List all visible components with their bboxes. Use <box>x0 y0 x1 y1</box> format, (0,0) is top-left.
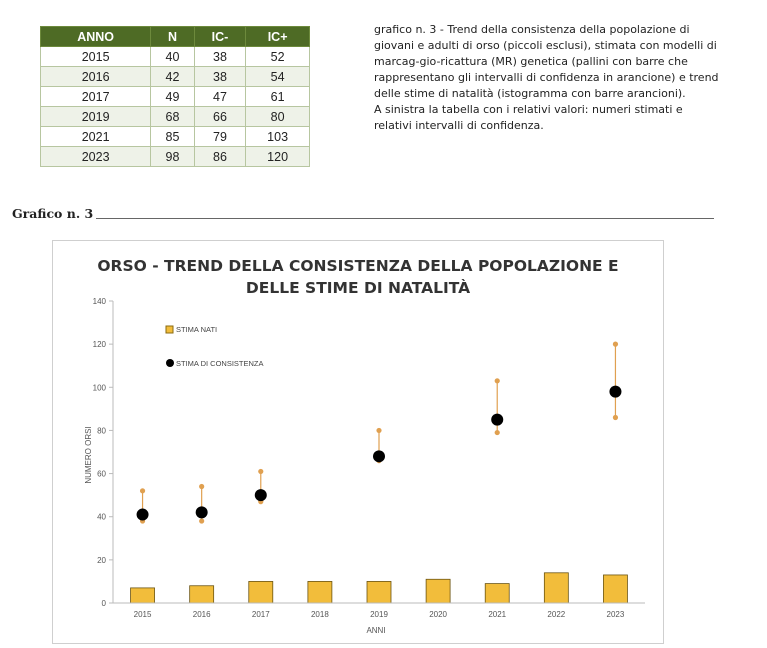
table-cell: 42 <box>151 67 194 87</box>
bar <box>190 586 214 603</box>
data-point <box>137 509 149 521</box>
table-cell: 2016 <box>41 67 151 87</box>
error-bar-lower-cap <box>199 518 204 523</box>
table-row <box>41 107 310 127</box>
table-cell: 103 <box>246 127 310 147</box>
x-tick-label: 2017 <box>251 610 270 619</box>
y-axis-label: NUMERO ORSI <box>84 426 93 484</box>
y-tick-label: 80 <box>97 426 106 436</box>
legend-swatch-population <box>166 359 174 367</box>
bar <box>544 573 568 603</box>
table-cell: 2017 <box>41 87 151 107</box>
y-tick-label: 120 <box>92 340 106 350</box>
table-row <box>41 127 310 147</box>
chart-legend <box>166 325 264 368</box>
error-bar-upper-cap <box>495 378 500 383</box>
error-bar-upper-cap <box>199 484 204 489</box>
data-table <box>40 26 310 167</box>
table-cell: 66 <box>194 107 246 127</box>
x-tick-label: 2020 <box>429 610 448 619</box>
x-tick-label: 2019 <box>370 610 388 619</box>
error-bar-upper-cap <box>140 488 145 493</box>
x-tick-label: 2021 <box>488 610 507 619</box>
data-point <box>491 414 503 426</box>
x-tick-label: 2023 <box>606 610 625 619</box>
table-cell: 2021 <box>41 127 151 147</box>
chart-title-line-1: ORSO - TREND DELLA CONSISTENZA DELLA POPOLAZIONE E <box>97 257 619 275</box>
legend-label-population: STIMA DI CONSISTENZA <box>176 359 264 368</box>
y-tick-label: 140 <box>92 297 106 306</box>
table-row <box>41 47 310 67</box>
table-cell: 79 <box>194 127 246 147</box>
chart-title-line-2: DELLE STIME DI NATALITÀ <box>245 279 471 297</box>
table-cell: 120 <box>246 147 310 167</box>
bar <box>249 581 273 603</box>
table-cell: 2023 <box>41 147 151 167</box>
birth-estimate-bars <box>131 573 628 603</box>
table-header-row <box>41 27 310 47</box>
caption-text: grafico n. 3 - Trend della consistenza della popolazione di giovani e adulti di orso (piccoli esclusi), stimata con modelli di marcag-gio-ricattura (MR) genetica (pallini con barre che rappresentano gli intervalli di confidenza in arancione) e trend delle stime di natalità (istogramma con barre arancioni). <box>374 23 719 100</box>
table-cell: 38 <box>194 67 246 87</box>
x-tick-label: 2016 <box>192 610 211 619</box>
table-cell: 2015 <box>41 47 151 67</box>
data-point <box>609 386 621 398</box>
data-point <box>255 489 267 501</box>
table-cell: 38 <box>194 47 246 67</box>
x-tick-label: 2018 <box>310 610 329 619</box>
table-cell: 47 <box>194 87 246 107</box>
y-tick-label: 100 <box>92 383 106 393</box>
bar <box>485 584 509 603</box>
figure-caption <box>374 22 719 134</box>
population-estimate-points <box>137 386 622 521</box>
table-row <box>41 67 310 87</box>
chart-frame <box>52 240 664 644</box>
column-header: IC+ <box>246 27 310 47</box>
table-cell: 61 <box>246 87 310 107</box>
y-axis <box>93 297 113 608</box>
x-axis <box>113 603 645 619</box>
bar <box>426 579 450 603</box>
y-tick-label: 20 <box>97 555 106 565</box>
y-tick-label: 40 <box>97 512 106 522</box>
error-bar-upper-cap <box>258 469 263 474</box>
x-tick-label: 2015 <box>133 610 152 619</box>
legend-swatch-births <box>166 326 173 333</box>
table-cell: 40 <box>151 47 194 67</box>
table-cell: 85 <box>151 127 194 147</box>
heading-rule <box>96 218 714 219</box>
x-axis-label: ANNI <box>366 626 386 635</box>
table-row <box>41 147 310 167</box>
x-tick-label: 2022 <box>547 610 566 619</box>
bar <box>367 581 391 603</box>
table-cell: 98 <box>151 147 194 167</box>
data-point <box>373 450 385 462</box>
error-bar-lower-cap <box>495 430 500 435</box>
table-cell: 52 <box>246 47 310 67</box>
legend-label-births: STIMA NATI <box>176 325 218 334</box>
table-cell: 86 <box>194 147 246 167</box>
bar <box>603 575 627 603</box>
table-cell: 54 <box>246 67 310 87</box>
section-heading: Grafico n. 3 <box>12 206 94 221</box>
column-header: N <box>151 27 194 47</box>
table-row <box>41 87 310 107</box>
y-tick-label: 0 <box>101 599 106 608</box>
y-tick-label: 60 <box>97 469 106 479</box>
bar <box>308 581 332 603</box>
error-bar-lower-cap <box>613 415 618 420</box>
data-point <box>196 506 208 518</box>
column-header: ANNO <box>41 27 151 47</box>
table-cell: 49 <box>151 87 194 107</box>
caption-note: A sinistra la tabella con i relativi valori: numeri stimati e relativi intervalli di confidenza. <box>374 103 683 132</box>
column-header: IC- <box>194 27 246 47</box>
bar <box>131 588 155 603</box>
table-cell: 68 <box>151 107 194 127</box>
chart <box>53 241 663 643</box>
table-cell: 80 <box>246 107 310 127</box>
table-cell: 2019 <box>41 107 151 127</box>
confidence-intervals <box>140 342 618 524</box>
error-bar-upper-cap <box>613 342 618 347</box>
error-bar-upper-cap <box>376 428 381 433</box>
